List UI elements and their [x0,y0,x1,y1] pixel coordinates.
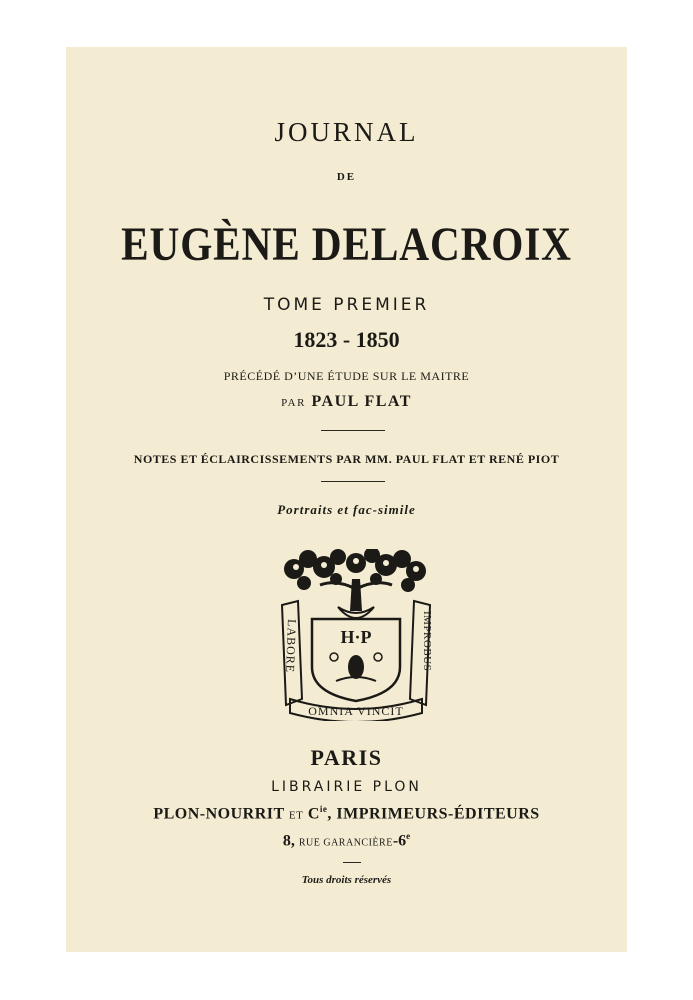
imprint-address [66,831,627,850]
volume-years: 1823 - 1850 [293,327,400,352]
publisher-et: ET [288,809,304,822]
emblem-right-banner: IMPROBUS [421,611,433,672]
title-journal: JOURNAL [274,117,419,147]
divider-rule-2 [321,481,385,482]
volume-tome: TOME PREMIER [263,295,430,315]
address-street: RUE GARANCIÈRE [298,837,393,849]
publisher-role: , IMPRIMEURS-ÉDITEURS [327,805,540,823]
emblem-left-banner: LABORE [283,618,299,674]
portraits-line: Portraits et fac-simile [277,502,416,517]
rights-line: Tous droits réservés [301,874,392,886]
preface-par: PAR [281,397,306,409]
address-number: 8, [282,832,295,850]
imprint-city: PARIS [310,745,383,770]
publisher-co: C [307,805,320,823]
address-arr: -6 [392,832,407,850]
title-page [66,47,627,952]
publisher-co-sup: ie [319,804,328,814]
printers-mark-icon [276,549,436,721]
notes-line: NOTES ET ÉCLAIRCISSEMENTS PAR MM. PAUL FLAT ET RENÉ PIOT [133,452,560,466]
divider-rule-3 [343,862,361,863]
preface-author: PAUL FLAT [311,393,412,410]
preface-line: PRÉCÉDÉ D’UNE ÉTUDE SUR LE MAITRE [223,369,470,383]
imprint-publisher [66,804,627,823]
emblem-monogram: H·P [340,627,372,647]
address-sup: e [406,831,411,841]
publisher-name: PLON-NOURRIT [153,805,285,823]
title-de: DE [336,171,357,183]
title-author: EUGÈNE DELACROIX [121,218,572,271]
imprint-librairie: LIBRAIRIE PLON [271,779,422,795]
preface-author-line [66,393,627,411]
divider-rule-1 [321,430,385,431]
emblem-bottom-banner: OMNIA VINCIT [308,704,404,718]
